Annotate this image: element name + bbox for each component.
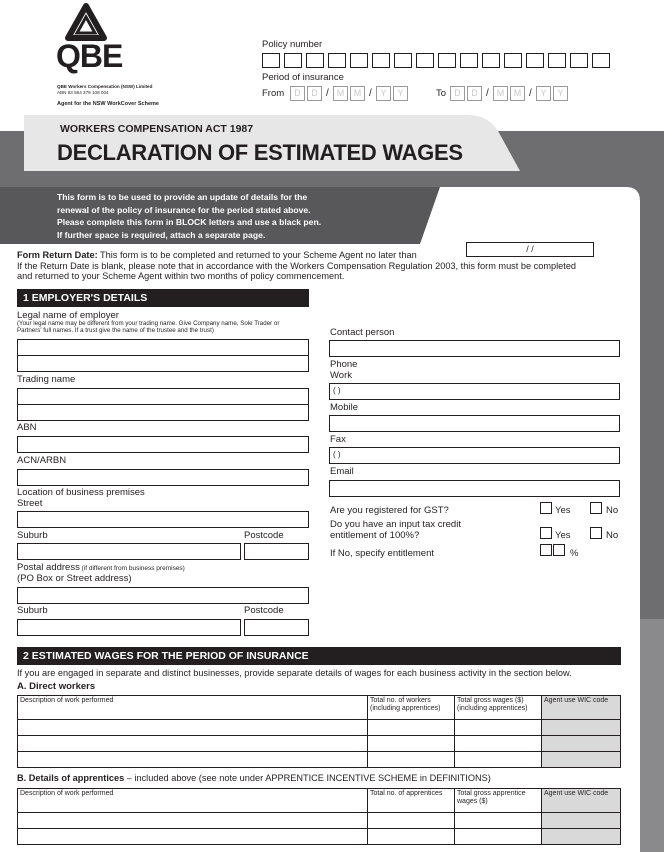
gst-no-checkbox[interactable] [590,502,602,514]
abn-label: ABN [17,422,37,433]
apprentices-table [17,788,621,845]
suburb2-input[interactable] [17,619,241,636]
to-label: To [436,88,447,99]
postcode-label: Postcode [244,530,284,541]
a-col-description: Description of work performed [18,696,368,720]
suburb2-label: Suburb [17,605,48,616]
gst-no-label: No [606,505,619,516]
b-col-apprentices: Total no. of apprentices [368,789,455,813]
a-col-wages: Total gross wages ($) (including apprentices) [455,696,542,720]
table-row[interactable] [18,813,621,829]
suburb-label: Suburb [17,530,48,541]
return-date-field[interactable]: / / [466,242,594,257]
postal-label: Postal address (if different from business premises) [17,562,185,573]
b-col-description: Description of work performed [18,789,368,813]
itc-yes-label: Yes [555,530,571,541]
gst-question: Are you registered for GST? [330,505,449,516]
itc-question-2: entitlement of 100%? [330,530,420,541]
right-margin-bar [640,201,664,619]
email-input[interactable] [329,480,620,497]
legal-name-input-1[interactable] [17,339,309,356]
itc-question-1: Do you have an input tax credit [330,519,461,530]
legal-name-label: Legal name of employer [17,310,119,321]
a-col-workers: Total no. of workers (including apprentices) [368,696,455,720]
gst-yes-label: Yes [555,505,571,516]
return-date-note-1: If the Return Date is blank, please note that in accordance with the Workers Compensation Regulation 2003, this form must be completed [17,261,577,271]
location-label: Location of business premises [17,487,145,498]
phone-label: Phone [330,359,358,370]
table-row[interactable] [18,736,621,752]
work-phone-input[interactable]: ( ) [329,383,620,400]
gst-yes-checkbox[interactable] [540,502,552,514]
policy-number-label: Policy number [262,39,323,50]
b-col-wic: Agent use WIC code [542,789,621,813]
return-date-text: Form Return Date: This form is to be completed and returned to your Scheme Agent no later than [17,250,417,260]
table-row[interactable] [18,829,621,845]
postcode2-label: Postcode [244,605,284,616]
street-label: Street [17,498,43,509]
postcode2-input[interactable] [244,619,309,636]
section-1-header: 1 EMPLOYER'S DETAILS [17,289,309,307]
trading-name-input-1[interactable] [17,388,309,405]
acn-input[interactable] [17,469,309,486]
postcode-input[interactable] [244,543,309,560]
itc-no-label: No [606,530,619,541]
period-label: Period of insurance [262,72,344,83]
acn-label: ACN/ARBN [17,455,67,466]
email-label: Email [330,466,354,477]
direct-workers-table [17,695,621,768]
postal-sub-label: (PO Box or Street address) [17,573,132,584]
section-2-header: 2 ESTIMATED WAGES FOR THE PERIOD OF INSURANCE [17,647,621,665]
contact-label: Contact person [330,327,395,338]
instructions: This form is to be used to provide an update of details for the renewal of the policy of insurance for the period stated above. Please complete this form in BLOCK letters and use a black pen. If further space is required, attach a separate page. [57,192,322,240]
page-title: DECLARATION OF ESTIMATED WAGES [57,140,463,165]
mobile-label: Mobile [330,402,358,413]
legal-name-input-2[interactable] [17,355,309,372]
agent-line: Agent for the NSW WorkCover Scheme [57,101,159,107]
company-abn: ABN 83 564 379 108 004 [57,90,109,95]
b-col-wages: Total gross apprentice wages ($) [455,789,542,813]
contact-input[interactable] [329,340,620,357]
fax-input[interactable]: ( ) [329,447,620,464]
from-label: From [262,88,285,99]
legal-name-note-1: (Your legal name may be different from your trading name. Give Company name, Sole Trader or [17,320,280,327]
direct-workers-title: A. Direct workers [17,681,96,692]
act-title: WORKERS COMPENSATION ACT 1987 [60,123,254,135]
specify-label: If No, specify entitlement [330,548,435,559]
work-label: Work [330,370,352,381]
qbe-logo-text: QBE [56,38,123,74]
abn-input[interactable] [17,436,309,453]
entitlement-digit-2[interactable] [553,544,565,556]
company-name: QBE Workers Compensation (NSW) Limited [57,84,153,89]
suburb-input[interactable] [17,543,241,560]
section-2-intro: If you are engaged in separate and distinct businesses, provide separate details of wages for each business activity in the section below. [17,668,572,678]
legal-name-note-2: Partners' full names. If a trust give the name of the trustee and the trust) [17,327,214,334]
mobile-input[interactable] [329,415,620,432]
entitlement-digit-1[interactable] [540,544,552,556]
a-col-wic: Agent use WIC code [542,696,621,720]
table-row[interactable] [18,752,621,768]
table-row[interactable] [18,720,621,736]
trading-name-label: Trading name [17,374,76,385]
trading-name-input-2[interactable] [17,404,309,421]
postal-input[interactable] [17,587,309,604]
street-input[interactable] [17,511,309,528]
itc-no-checkbox[interactable] [590,527,602,539]
apprentices-title: B. Details of apprentices – included above (see note under APPRENTICE INCENTIVE SCHEME in DEFINITIONS) [17,773,491,783]
right-margin-bar-lower [640,619,664,852]
itc-yes-checkbox[interactable] [540,527,552,539]
percent-label: % [570,548,579,559]
return-date-note-2: and returned to your Scheme Agent within two months of policy commencement. [17,271,345,281]
fax-label: Fax [330,434,346,445]
